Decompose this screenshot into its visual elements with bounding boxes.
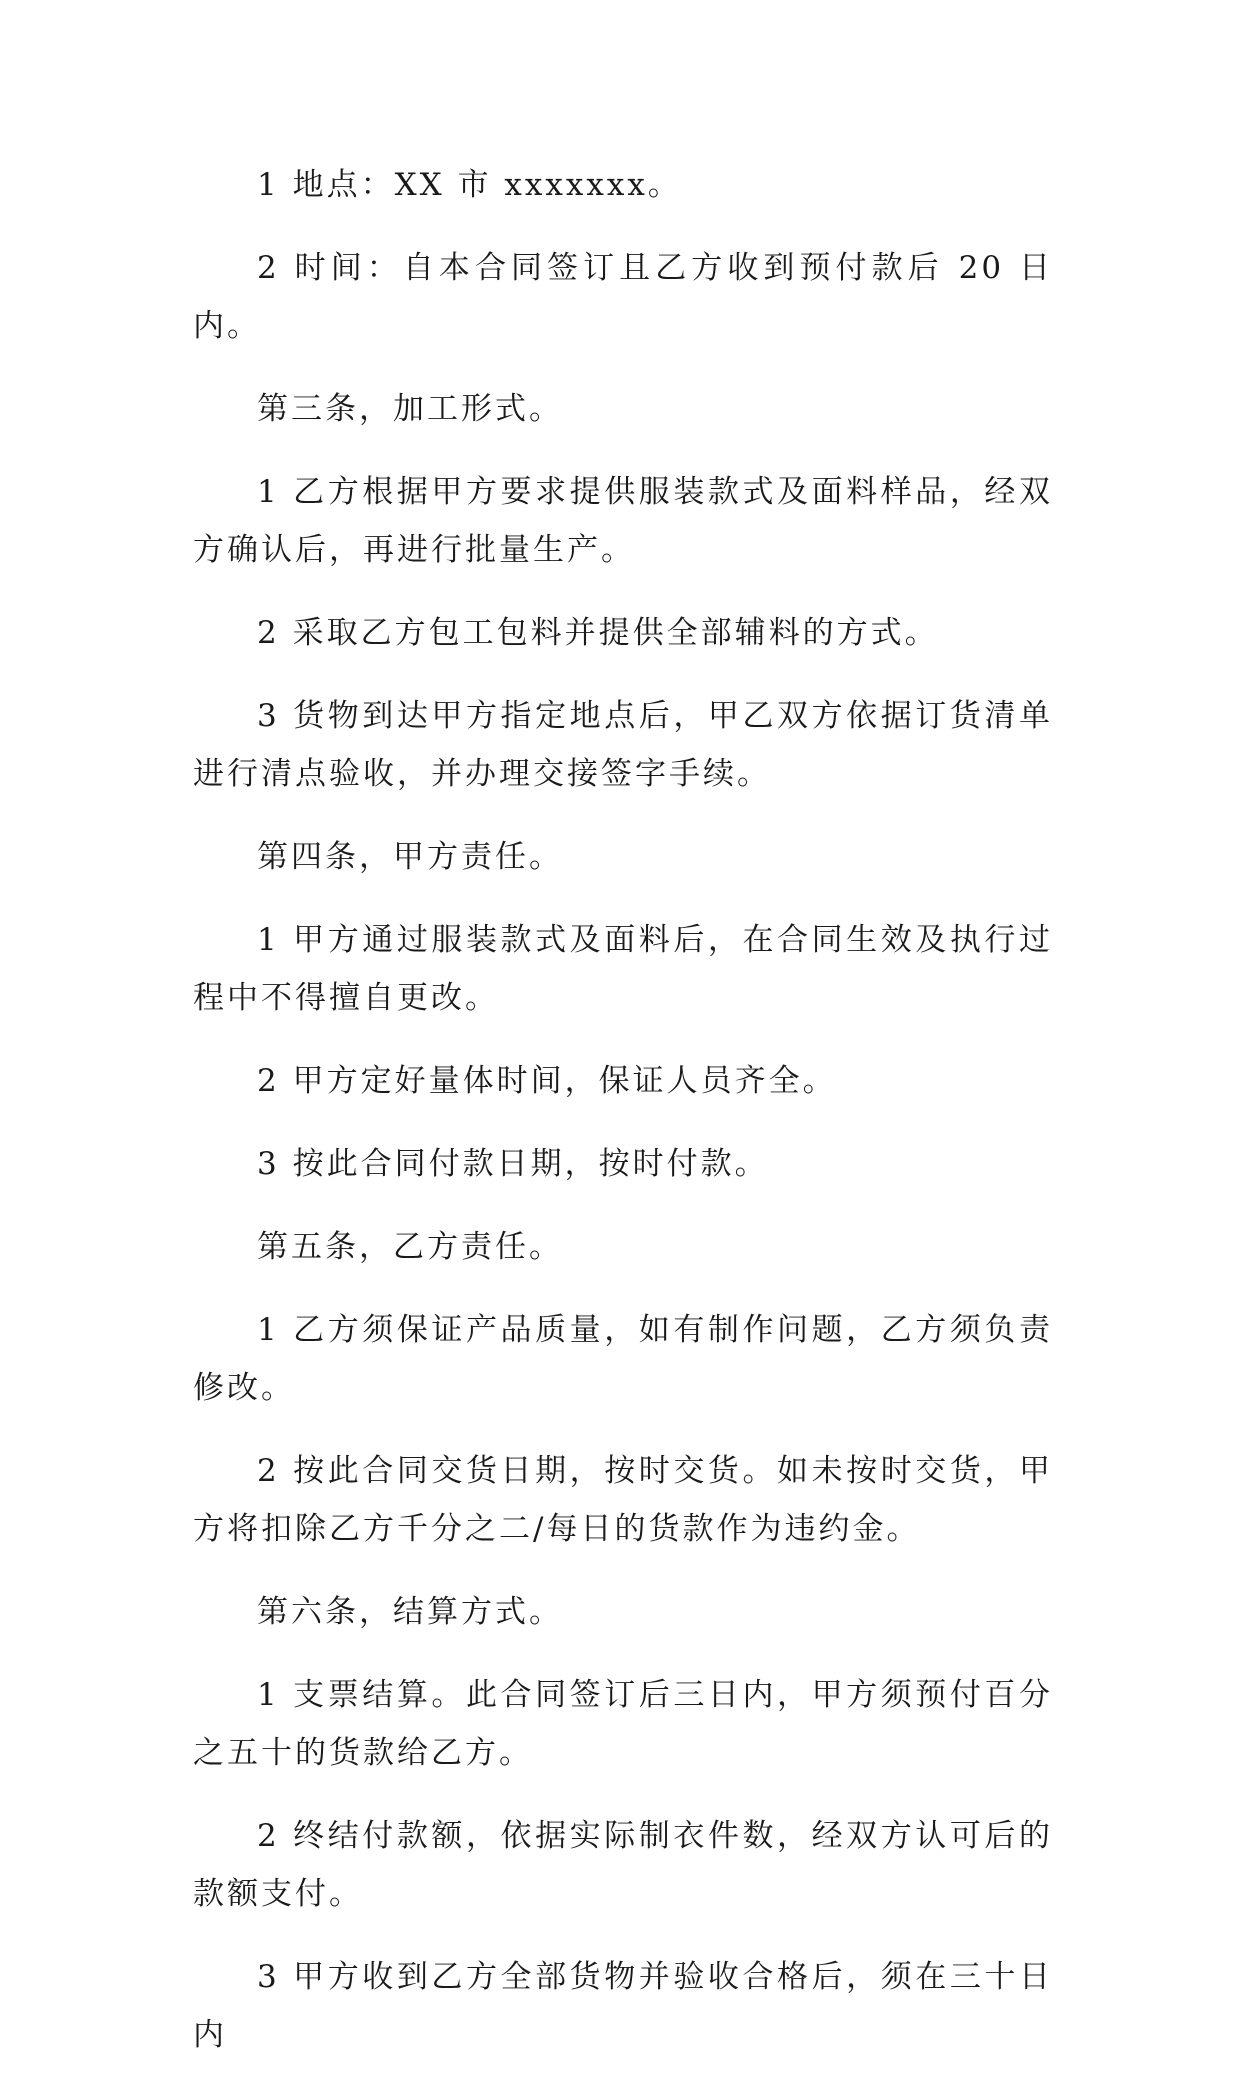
paragraph-article-3-item-3: 3 货物到达甲方指定地点后，甲乙双方依据订货清单进行清点验收，并办理交接签字手续。 xyxy=(193,698,1053,792)
paragraph-place: 1 地点：XX 市 xxxxxxx。 xyxy=(257,167,682,203)
heading-article-5: 第五条，乙方责任。 xyxy=(257,1229,563,1265)
paragraph-article-6-item-3: 3 甲方收到乙方全部货物并验收合格后，须在三十日内 xyxy=(193,1959,1053,2053)
paragraph-article-5-item-2: 2 按此合同交货日期，按时交货。如未按时交货，甲方将扣除乙方千分之二/每日的货款作为违约金。 xyxy=(193,1453,1053,1547)
document-body xyxy=(193,156,1053,2089)
paragraph-article-4-item-1: 1 甲方通过服装款式及面料后，在合同生效及执行过程中不得擅自更改。 xyxy=(193,922,1053,1016)
paragraph-article-3-item-1: 1 乙方根据甲方要求提供服装款式及面料样品，经双方确认后，再进行批量生产。 xyxy=(193,474,1053,568)
paragraph-article-6-item-1: 1 支票结算。此合同签订后三日内，甲方须预付百分之五十的货款给乙方。 xyxy=(193,1677,1053,1771)
heading-article-4: 第四条，甲方责任。 xyxy=(257,839,563,875)
paragraph-article-4-item-3: 3 按此合同付款日期，按时付款。 xyxy=(257,1146,769,1182)
paragraph-time: 2 时间：自本合同签订且乙方收到预付款后 20 日内。 xyxy=(193,250,1053,344)
paragraph-article-5-item-1: 1 乙方须保证产品质量，如有制作问题，乙方须负责修改。 xyxy=(193,1312,1053,1406)
heading-article-6: 第六条，结算方式。 xyxy=(257,1594,563,1630)
paragraph-article-6-item-2: 2 终结付款额，依据实际制衣件数，经双方认可后的款额支付。 xyxy=(193,1818,1053,1912)
heading-article-3: 第三条，加工形式。 xyxy=(257,391,563,427)
paragraph-article-4-item-2: 2 甲方定好量体时间，保证人员齐全。 xyxy=(257,1063,837,1099)
paragraph-article-3-item-2: 2 采取乙方包工包料并提供全部辅料的方式。 xyxy=(257,615,939,651)
